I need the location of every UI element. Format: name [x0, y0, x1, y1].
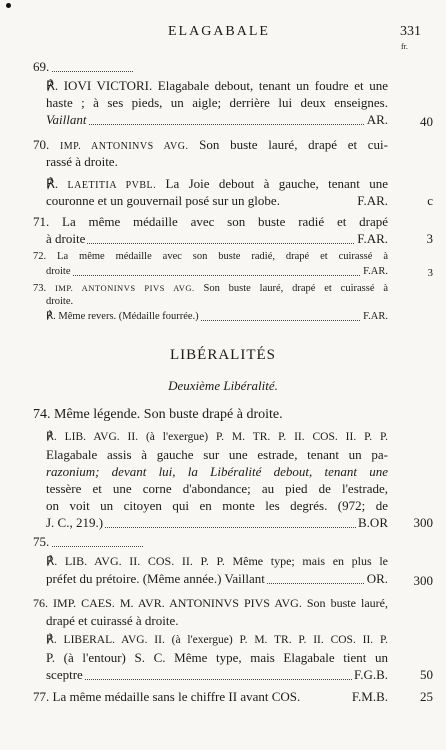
- entry-73-line1: 73. IMP. ANTONINVS PIVS AVG. Son buste lauré, drapé et cuirassé à: [33, 283, 388, 294]
- entry-76-reverse-line1: ℟. LIBERAL. AVG. II. (à l'exergue) P. M. TR. P. II. COS. II. P.: [46, 634, 388, 646]
- entry-70-reverse-line2: F.AR. couronne et un gouvernail posé sur un globe.: [46, 193, 388, 208]
- entry-73-reverse: F.AR. ℟. Même revers. (Médaille fourrée.): [46, 311, 388, 322]
- entry-70-line2: rassé à droite.: [46, 154, 118, 169]
- entry-71-line1: 71. La même médaille avec son buste radié et drapé: [33, 214, 388, 229]
- entry-74-price: 300: [413, 515, 433, 530]
- entry-76-reverse-line2: P. (à l'entour) S. C. Même type, mais Elagabale tient un: [46, 650, 388, 665]
- entry-69-price: 40: [420, 114, 433, 129]
- entry-74-reverse-line1: ℟. LIB. AVG. II. (à l'exergue) P. M. TR. P. II. COS. II. P. P.: [46, 431, 388, 443]
- entry-70-reverse-line1: ℟. LAETITIA PVBL. La Joie debout à gauche, tenant une: [46, 176, 388, 191]
- entry-74-reverse-line3: razonium; devant lui, la Libéralité debout, tenant une: [46, 464, 388, 479]
- entry-70-line1: 70. IMP. ANTONINVS AVG. Son buste lauré, drapé et cui-: [33, 137, 388, 152]
- running-title: ELAGABALE: [168, 24, 270, 39]
- entry-74-reverse-line2: Elagabale assis à gauche sur une estrade, tenant un pa-: [46, 447, 388, 462]
- entry-72-line1: 72. La même médaille avec son buste radié, drapé et cuirassé à: [33, 251, 388, 262]
- entry-69-reverse-line2: haste ; à ses pieds, un aigle; derrière lui deux enseignes.: [46, 95, 388, 110]
- entry-75-price: 300: [413, 573, 433, 588]
- entry-74-reverse-line4: tessère et une corne d'abondance; au pied de l'estrade,: [46, 481, 388, 496]
- margin-note: fr.: [401, 42, 408, 51]
- entry-70-price: c: [427, 193, 433, 208]
- entry-72-price: 3: [427, 267, 433, 279]
- entry-71-line2: F.AR. à droite: [46, 231, 388, 246]
- entry-72-line2: F.AR. droite: [46, 266, 388, 277]
- entry-76-price: 50: [420, 667, 433, 682]
- running-header: [0, 24, 446, 51]
- section-heading: LIBÉRALITÉS: [170, 347, 276, 363]
- entry-69-reverse-line3: AR. Vaillant: [46, 112, 388, 127]
- entry-76-line1: 76. IMP. CAES. M. AVR. ANTONINVS PIVS AVG. Son buste lauré,: [33, 596, 388, 610]
- entry-77-line: F.M.B. 77. La même médaille sans le chiffre II avant COS.: [33, 689, 388, 704]
- entry-76-reverse-line3: F.G.B. sceptre: [46, 667, 388, 682]
- page-number: 331: [400, 24, 421, 39]
- ink-dot: [6, 3, 11, 8]
- entry-75-reverse-line1: ℟. LIB. AVG. II. COS. II. P. P. Même type; mais en plus le: [46, 554, 388, 568]
- entry-73-line2: droite.: [46, 296, 74, 307]
- entry-69-reverse-line1: ℟. IOVI VICTORI. Elagabale debout, tenant un foudre et une: [46, 78, 388, 93]
- entry-74-reverse-line6: B.OR J. C., 219.): [46, 515, 388, 530]
- entry-77-price: 25: [420, 689, 433, 704]
- entry-75-line: 75.: [33, 533, 143, 550]
- entry-75-reverse-line2: OR. préfet du prétoire. (Même année.) Vaillant: [46, 571, 388, 586]
- entry-74-line1: 74. Même légende. Son buste drapé à droite.: [33, 407, 283, 422]
- entry-71-price: 3: [426, 231, 433, 246]
- entry-69-line: 69.: [33, 58, 133, 75]
- entry-74-reverse-line5: on voit un citoyen qui en monte les degrés. (972; de: [46, 498, 388, 513]
- entry-76-line2: drapé et cuirassé à droite.: [46, 613, 179, 628]
- subsection-heading: Deuxième Libéralité.: [168, 378, 278, 393]
